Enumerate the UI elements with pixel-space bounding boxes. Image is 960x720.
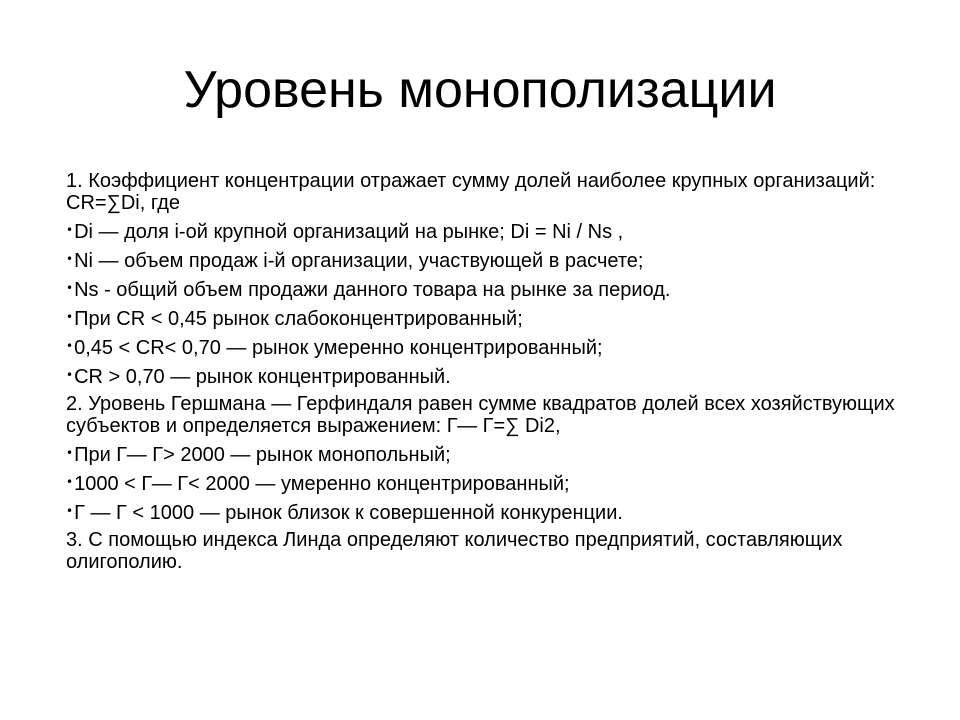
- bullet-text: При Г— Г> 2000 — рынок монопольный;: [74, 444, 451, 466]
- bullet-item: [66, 500, 906, 524]
- paragraph-text: 3. С помощью индекса Линда определяют количество предприятий, составляющих олигополию.: [66, 529, 843, 573]
- bullet-icon: •: [66, 310, 74, 324]
- bullet-text: Ns - общий объем продажи данного товара на рынке за период.: [74, 279, 671, 301]
- bullet-item: [66, 442, 906, 466]
- paragraph-text: 2. Уровень Гершмана — Герфиндаля равен сумме квадратов долей всех хозяйствующих субъектов и определяется выражением: Г— Г=∑ Di2,: [66, 393, 895, 437]
- bullet-item: [66, 471, 906, 495]
- paragraph-coefficient-concentration: [66, 170, 906, 214]
- paragraph-text: 1. Коэффициент концентрации отражает сумму долей наиболее крупных организаций: CR=∑Di, где: [66, 170, 876, 214]
- slide-title: Уровень монополизации: [183, 61, 777, 119]
- bullet-text: Ni — объем продаж i-й организации, участвующей в расчете;: [74, 250, 644, 272]
- bullet-text: При CR < 0,45 рынок слабоконцентрированный;: [74, 308, 523, 330]
- bullet-icon: •: [66, 223, 74, 237]
- bullet-text: 0,45 < CR< 0,70 — рынок умеренно концентрированный;: [74, 337, 603, 359]
- bullet-item: [66, 219, 906, 243]
- paragraph-herfindahl-index: [66, 393, 906, 437]
- bullet-icon: •: [66, 339, 74, 353]
- bullet-icon: •: [66, 504, 74, 518]
- bullet-item: [66, 335, 906, 359]
- bullet-text: 1000 < Г— Г< 2000 — умеренно концентрированный;: [74, 473, 570, 495]
- bullet-text: CR > 0,70 — рынок концентрированный.: [74, 366, 451, 388]
- bullet-item: [66, 364, 906, 388]
- bullet-item: [66, 277, 906, 301]
- bullet-text: Di — доля i-ой крупной организаций на рынке; Di = Ni / Ns ,: [74, 221, 624, 243]
- bullet-item: [66, 248, 906, 272]
- slide-body: [66, 170, 906, 578]
- bullet-icon: •: [66, 475, 74, 489]
- bullet-icon: •: [66, 368, 74, 382]
- bullet-icon: •: [66, 281, 74, 295]
- bullet-icon: •: [66, 446, 74, 460]
- bullet-text: Г — Г < 1000 — рынок близок к совершенной конкуренции.: [74, 502, 623, 524]
- paragraph-linda-index: [66, 529, 906, 573]
- bullet-item: [66, 306, 906, 330]
- bullet-icon: •: [66, 252, 74, 266]
